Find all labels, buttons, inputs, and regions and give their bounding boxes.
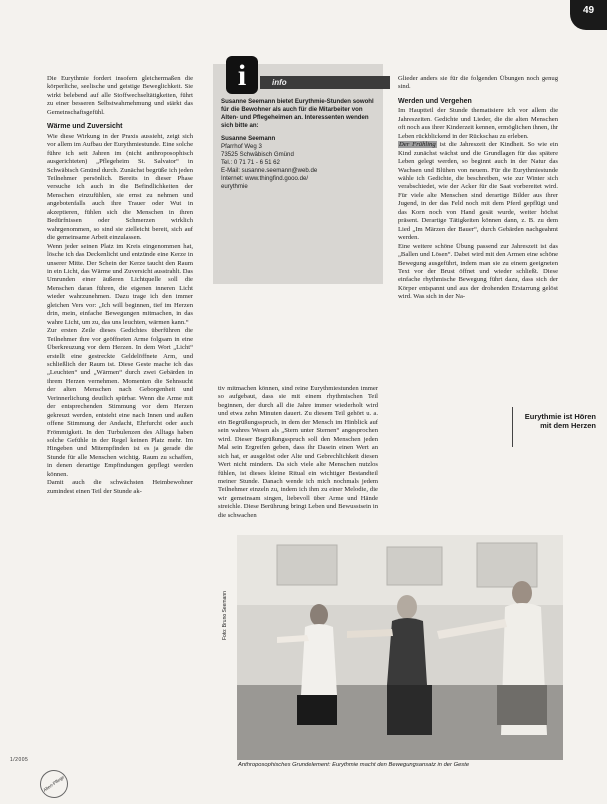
section-heading: Wärme und Zuversicht [47,123,123,131]
contact-web-path[interactable]: eurythmie [221,183,248,190]
col1-paragraph: Die Eurythmie fordert insofern gleichermaßen die körperliche, seelische und geistige Beweglichkeit. Sie wirkt belebend auf alle Stoffwechseltätigkeiten, führt zu einer besseren Selbstwahrnehmung und stärkt das Gemeinschaftsgefühl. [47,75,193,116]
pull-quote: Eurythmie ist Hören mit dem Herzen [524,412,596,430]
page-number-tab [570,0,607,30]
col1-paragraph: Damit auch die schwächsten Heimbewohner zumindest einen Teil der Stunde ak- [47,479,193,495]
issue-stamp: 1/2005 [10,757,29,763]
info-contact [221,135,379,191]
contact-phone: Tel.: 0 71 71 - 6 51 62 [221,159,280,166]
highlight-term: Der Frühling [399,141,436,149]
col1-paragraph: Wie diese Wirkung in der Praxis aussieht, zeigt sich vor allem im Aufbau der Eurythmiestunde. Eine solche führe ich seit Jahren im (nicht anthroposophisch ausgerichteten) „Pflegeheim St. Salvator“ in Schwäbisch Gmünd durch. Zunächst begrüße ich jeden Teilnehmer persönlich. Bereits in dieser Phase versuche ich auch in die Befindlichkeiten der Menschen einzufühlen, sie ernst zu nehmen und angebotenfalls auch ihre Trauer oder Wut in akzeptieren, fühlen sich die Menschen in ihren Bedürfnissen oder Schmerzen wirklich wahrgenommen, so sind sie zielleicht bereit, sich auf die gemeinsame Arbeit einzulassen. [47,132,193,242]
magazine-seal: Alten-Pflege [35,765,74,804]
info-header: info [260,76,390,89]
col3-paragraph [398,141,558,242]
col2-paragraph: tiv mitmachen können, sind reine Eurythmiestunden immer so aufgebaut, dass sie mit einem rhythmischen Teil beginnen, der durch all die Jahre immer wiederholt wird und etwa zehn Minuten dauert. Zu diesem Teil gehört u. a. ein Begrüßungsspruch, in dem der Mensch im Hinblick auf sein wahres Wesen als „Stern unter Sternen“ angesprochen wird. Dieser Begrüßungsspruch soll den Menschen jeden Mal sein Ergreifen geben, dass ihr Dasein einen Wert an sich hat, er ausgelöst oder Alte und Gebrechlichkeit diesen Wert nicht mindern. Da sich viele alte Menschen nutzlos fühlen, ist dieses kleine Ritual ein wichtiger Bestandteil meiner Stunde. Danach wende ich mich nochmals jedem Teilnehmer einzeln zu, indem ich ihm zu einer Melodie, die wir gemeinsam singen, liebevoll über Arme und Hände streichle. Diese Berührung bringt Leben und Bewusstsein in die schwachen [218,385,378,519]
photo-illustration [237,535,563,760]
col3-paragraph: Im Hauptteil der Stunde thematisiere ich vor allem die Jahreszeiten. Gedichte und Lieder, die die alten Menschen oft noch aus ihrer Kinderzeit kennen, ermöglichen ihnen, ihr Leben rückblickend in der Rückschau zu erleben. [398,107,558,140]
contact-web[interactable]: Internet: www.thingfind.gooo.de/ [221,175,309,182]
info-intro: Susanne Seemann bietet Eurythmie-Stunden sowohl für die Bewohner als auch für die Mitarbeiter von Alten- und Pflegeheimen an. Interessenten wenden sich bitte an: [221,98,374,129]
section-heading: Werden und Vergehen [398,97,472,105]
col3-paragraph-text: ist die Jahreszeit der Kindheit. So wie ein Kind zunächst wächst und die Grundlagen für das spätere Leben gelegt werden, so beginnt auch in der Natur das Wachsen und Blühen von neuem. Für die Eurythmiestunde wähle ich Gedichte, die beschreiben, wie zur Winter sich verabschiedet, wie der Acker für die Saat vorbereitet wird. Für viele alte Menschen sind derartige Bilder aus ihrer Jugend, in der das Feld noch mit dem Pferd gepflügt und das Korn noch von Hand gesät wurde, weiter höchst präsent. Derartige Tätigkeiten können dann, z. B. zu dem Lied „Im Märzen der Bauer“, durch Gebärden nachgeahmt werden. [398,141,558,242]
photo-caption: Anthroposophisches Grundelement: Eurythmie macht den Bewegungsansatz in der Geste [238,762,470,768]
col3-paragraph: Eine weitere schöne Übung passend zur Jahreszeit ist das „Ballen und Lösen“. Dabei wird mit den Armen eine schöne Bewegung ausgeführt, indem man sie zu einem geeigneten Text vor der Brust öffnet und wieder schließt. Diese einfache rhythmische Bewegung führt dazu, dass sich der Körper entspannt und aus der drohenden Erstarrung gelöst wird. Was sich in der Na- [398,242,558,301]
col3-paragraph: Glieder anders sie für die folgenden Übungen noch genug sind. [398,75,558,91]
contact-street: Pfarrhof Weg 3 [221,143,262,150]
col1-paragraph: Zur ersten Zeile dieses Gedichtes überführen die Teilnehmer ihre vor geöffneten Arme folgsam in eine Überkreuzung vor dem Herzen. In dem Wort „Licht“ erstellt eine gestreckte Geldelöffnete Arm, und schließlich der Raum ist. Diese Geste mache ich das „Leuchten“ und „Wärmen“ durch zwei Gebärden in ihrem Herzen vernehmen. Momenten die Sehnsucht der alten Menschen nach Geborgenheit und Verinnerlichung deutlich spürbar. Wenn die Arme mit der entsprechenden Stimmung vor dem Herzen gekreuzt werden, entsteht eine nach Innen und außen offene Stimmung der Andacht, Ehrfurcht oder auch Frömmigkeit. In den Turbulenzen des Alltags haben solche Gefühle in der Regel keinen Platz mehr. Im Hingeben und Mitempfinden ist es ja gerade die Stunde für alle Menschen wichtig. Raum zu schaffen, in denen derartige Empfindungen gepflegt werden können. [47,327,193,478]
info-icon: i [226,56,258,94]
page-number: 49 [582,5,595,16]
col1-paragraph: Wenn jeder seinen Platz im Kreis eingenommen hat, lösche ich das Deckenlicht und entzünde eine Kerze in unserer Mitte. Der Schein der Kerze taucht den Raum in ein Licht, das Wärme und Zuversicht ausstrahlt. Das Umrunden einer äußeren Lichtquelle soll die Menschen daran führen, die eigenen inneren Licht wieder wahrzunehmen. Dazu trage ich den immer gleichen Vers vor: „Ich will beginnen, tief im Herzen drin, mein, einfache Bewegungen mitmachen, in das wahre Licht, um zu, das uns leuchten, wärmen kann.“ [47,242,193,326]
article-column-2 [218,385,378,520]
pull-quote-rule [512,407,513,447]
contact-email[interactable]: E-Mail: susanne.seemann@web.de [221,167,318,174]
info-body [221,98,379,196]
contact-name: Susanne Seemann [221,135,276,142]
contact-city: 73525 Schwäbisch Gmünd [221,151,294,158]
article-column-1 [47,75,193,496]
photo-credit: Foto: Bruno Seemann [222,591,228,640]
eurythmy-photo [237,535,563,760]
article-column-3 [398,75,558,302]
